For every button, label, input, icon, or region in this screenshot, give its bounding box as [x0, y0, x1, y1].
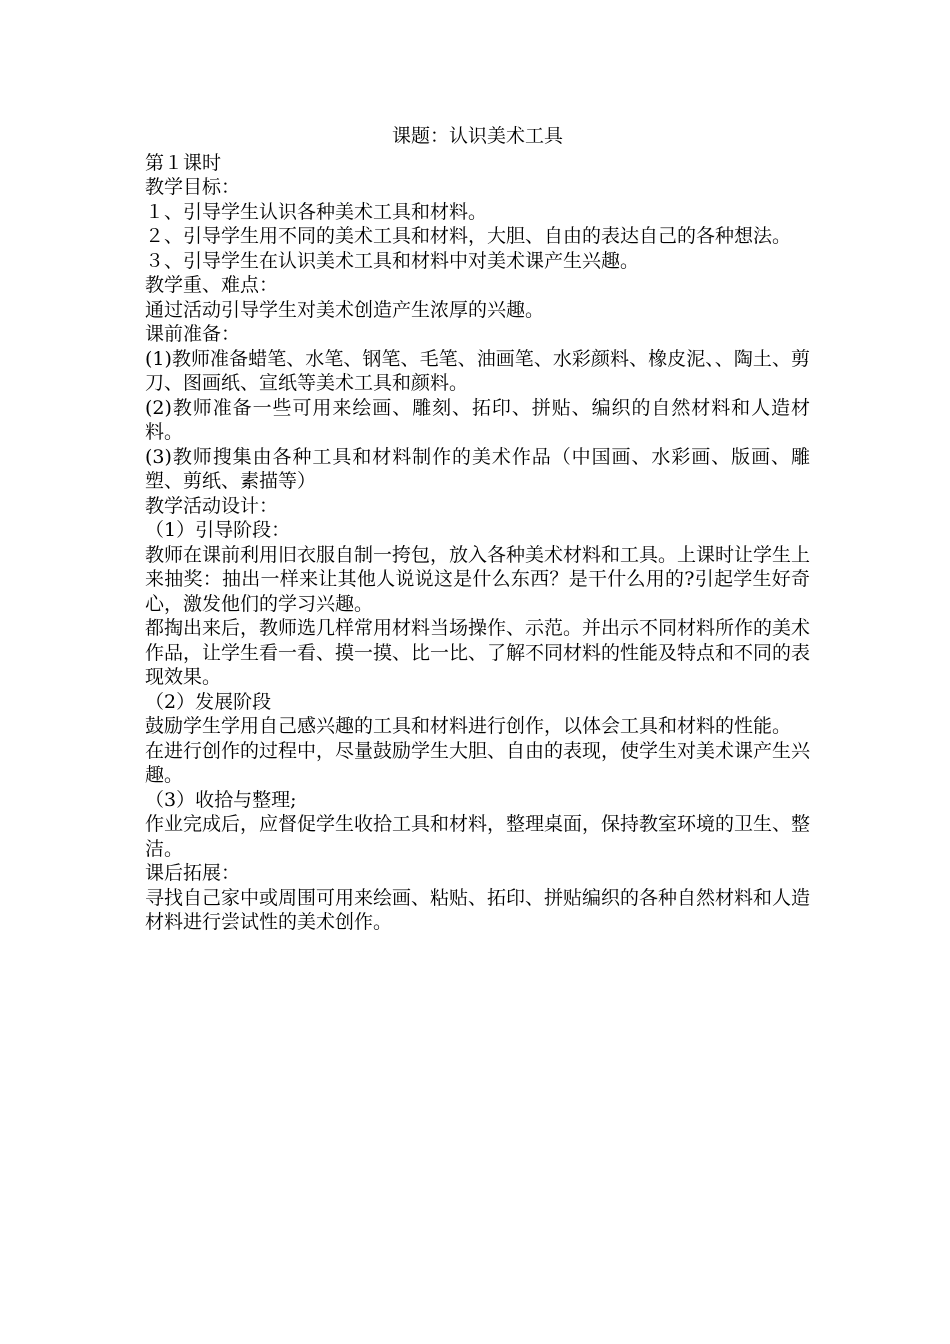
activity-paragraph: 都掏出来后，教师选几样常用材料当场操作、示范。并出示不同材料所作的美术作品，让学生看一看、摸一摸、比一比、了解不同材料的性能及特点和不同的表现效果。 [145, 617, 811, 688]
section-heading-preparation: 课前准备： [145, 323, 241, 345]
preparation-item: (1)教师准备蜡笔、水笔、钢笔、毛笔、油画笔、水彩颜料、橡皮泥、、陶土、剪刀、图画纸、宣纸等美术工具和颜料。 [145, 347, 810, 394]
objective-item: １、引导学生认识各种美术工具和材料。 [145, 200, 488, 223]
objective-item: ３、引导学生在认识美术工具和材料中对美术课产生兴趣。 [145, 249, 640, 272]
section-heading-objectives: 教学目标： [145, 176, 241, 198]
activity-stage-heading: （3）收拾与整理; [145, 788, 297, 811]
document-body [145, 124, 810, 935]
key-points-text: 通过活动引导学生对美术创造产生浓厚的兴趣。 [145, 298, 545, 321]
section-heading-key-points: 教学重、难点： [145, 274, 279, 296]
preparation-item: (2)教师准备一些可用来绘画、雕刻、拓印、拼贴、编织的自然材料和人造材料。 [145, 396, 810, 443]
activity-paragraph: 教师在课前利用旧衣服自制一挎包，放入各种美术材料和工具。上课时让学生上来抽奖：抽出一样来让其他人说说这是什么东西？是干什么用的?引起学生好奇心，激发他们的学习兴趣。 [145, 543, 811, 615]
activity-paragraph: 作业完成后，应督促学生收拾工具和材料，整理桌面，保持教室环境的卫生、整洁。 [145, 813, 811, 860]
activity-paragraph: 在进行创作的过程中，尽量鼓励学生大胆、自由的表现，使学生对美术课产生兴趣。 [145, 739, 811, 786]
preparation-item: (3)教师搜集由各种工具和材料制作的美术作品（中国画、水彩画、版画、雕塑、剪纸、素描等） [145, 445, 810, 492]
objective-item: ２、引导学生用不同的美术工具和材料，大胆、自由的表达自己的各种想法。 [145, 225, 792, 247]
section-heading-activities: 教学活动设计： [145, 494, 279, 517]
section-heading-extension: 课后拓展： [145, 862, 241, 884]
extension-text: 寻找自己家中或周围可用来绘画、粘贴、拓印、拼贴编织的各种自然材料和人造材料进行尝试性的美术创作。 [145, 886, 811, 933]
activity-stage-heading: （2）发展阶段 [145, 690, 272, 713]
lesson-period: 第１课时 [145, 151, 222, 174]
activity-paragraph: 鼓励学生学用自己感兴趣的工具和材料进行创作，以体会工具和材料的性能。 [145, 715, 792, 737]
document-title: 课题：认识美术工具 [391, 125, 563, 147]
activity-stage-heading: （1）引导阶段： [145, 519, 291, 541]
